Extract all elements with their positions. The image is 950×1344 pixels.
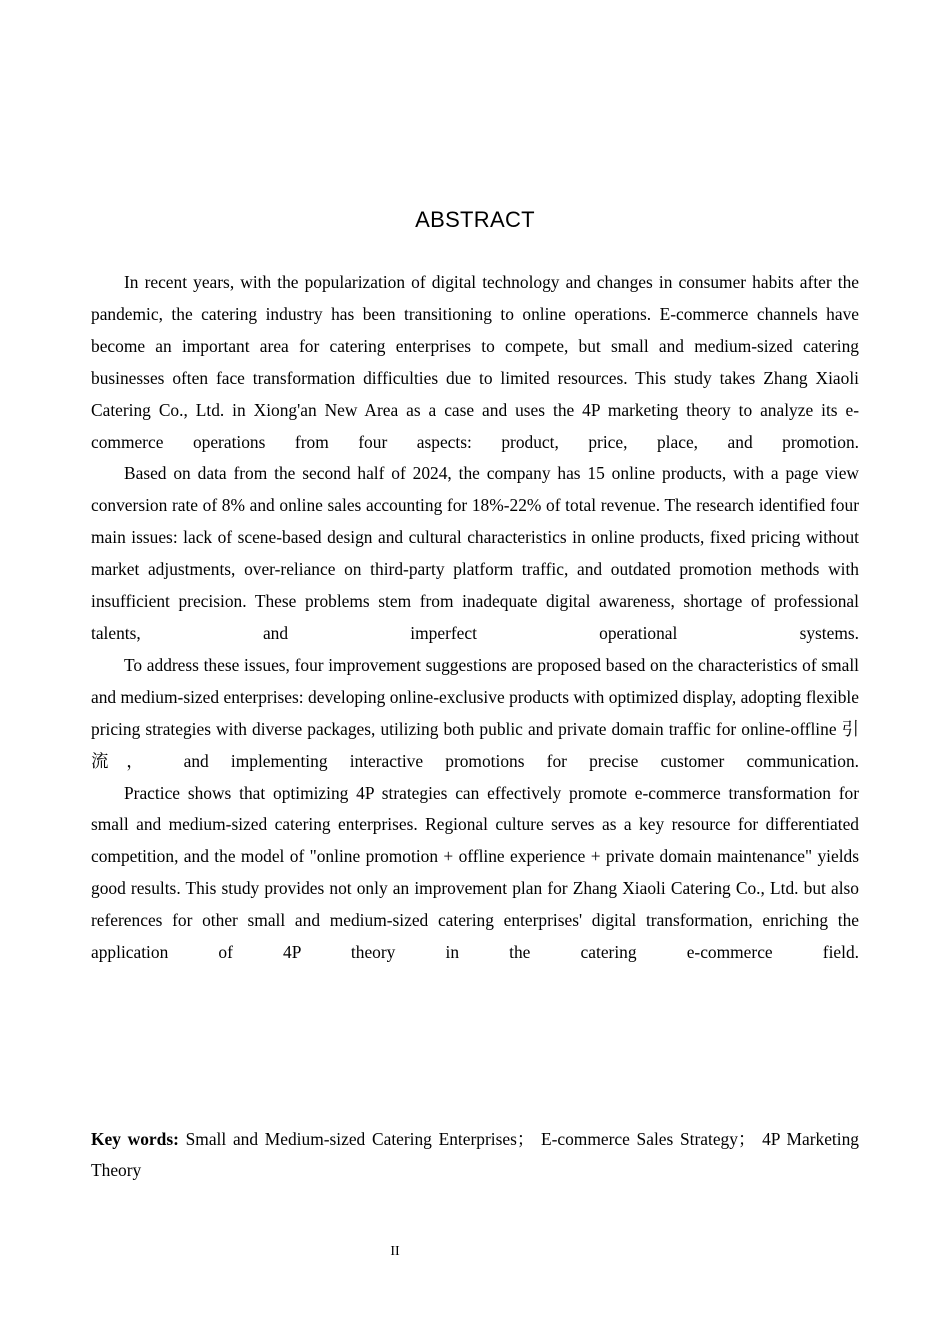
page-number: II — [390, 1244, 400, 1259]
keywords-section — [91, 1124, 859, 1186]
keywords-label: Key words: — [91, 1129, 179, 1149]
abstract-paragraph-3: To address these issues, four improvement suggestions are proposed based on the characteristics of small and medium-sized enterprises: developing online-exclusive products with optimized display, adopting flexible pricing strategies with diverse packages, utilizing both public and private domain traffic for online-offline 引流， and implementing interactive promotions for precise customer communication. — [91, 654, 859, 771]
abstract-paragraph-1: In recent years, with the popularization of digital technology and changes in consumer habits after the pandemic, the catering industry has been transitioning to online operations. E-commerce channels have become an important area for catering enterprises to compete, but small and medium-sized catering businesses often face transformation difficulties due to limited resources. This study takes Zhang Xiaoli Catering Co., Ltd. in Xiong'an New Area as a case and uses the 4P marketing theory to analyze its e-commerce operations from four aspects: product, price, place, and promotion. — [91, 272, 859, 452]
keywords-text: Small and Medium-sized Catering Enterprises； E-commerce Sales Strategy； 4P Marketing Theory — [91, 1129, 859, 1180]
abstract-paragraph-2: Based on data from the second half of 2024, the company has 15 online products, with a page view conversion rate of 8% and online sales accounting for 18%-22% of total revenue. The research identified four main issues: lack of scene-based design and cultural characteristics in online products, fixed pricing without market adjustments, over-reliance on third-party platform traffic, and outdated promotion methods with insufficient precision. These problems stem from inadequate digital awareness, shortage of professional talents, and imperfect operational systems. — [91, 463, 859, 643]
abstract-paragraph-4: Practice shows that optimizing 4P strategies can effectively promote e-commerce transformation for small and medium-sized catering enterprises. Regional culture serves as a key resource for differentiated competition, and the model of "online promotion + offline experience + private domain maintenance" yields good results. This study provides not only an improvement plan for Zhang Xiaoli Catering Co., Ltd. but also references for other small and medium-sized catering enterprises' digital transformation, enriching the application of 4P theory in the catering e-commerce field. — [91, 782, 859, 963]
abstract-body — [91, 267, 859, 969]
page-title: ABSTRACT — [415, 207, 535, 232]
